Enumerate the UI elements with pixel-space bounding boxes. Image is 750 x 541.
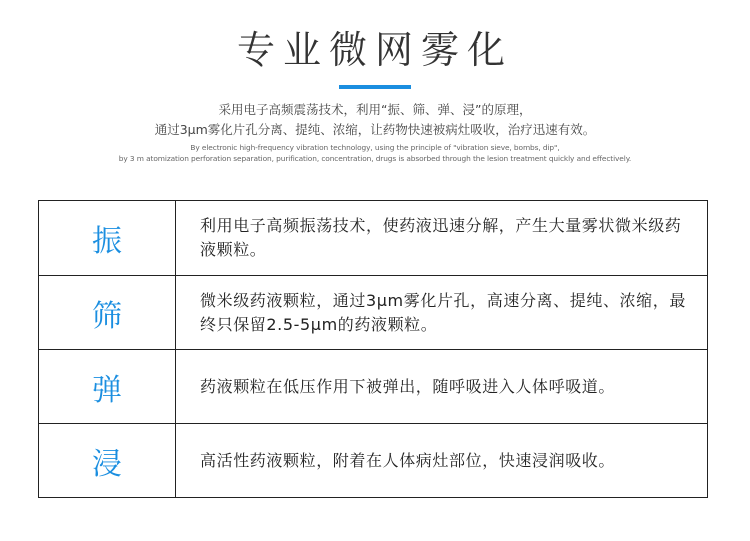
table-row-sieve [39, 276, 707, 350]
description-english [0, 142, 750, 164]
description-en-line-1: By electronic high-frequency vibration technology, using the principle of "vibration sieve, bombs, dip", [190, 143, 560, 152]
description-zh-line-1: 采用电子高频震荡技术，利用“振、筛、弹、浸”的原理， [218, 102, 532, 117]
description-chinese [0, 100, 750, 140]
principle-table [38, 200, 708, 498]
row-key: 弹 [39, 350, 176, 423]
page-title: 专业微网雾化 [236, 28, 513, 72]
description-zh-line-2: 通过3μm雾化片孔分离、提纯、浓缩，让药物快速被病灶吸收，治疗迅速有效。 [154, 122, 596, 137]
row-key: 振 [39, 201, 176, 275]
row-key: 浸 [39, 424, 176, 497]
table-row-vibrate [39, 201, 707, 276]
row-text: 利用电子高频振荡技术，使药液迅速分解，产生大量雾状微米级药液颗粒。 [200, 216, 682, 259]
row-key: 筛 [39, 276, 176, 349]
row-text: 药液颗粒在低压作用下被弹出，随呼吸进入人体呼吸道。 [200, 376, 616, 396]
table-row-eject [39, 350, 707, 424]
row-text: 高活性药液颗粒，附着在人体病灶部位，快速浸润吸收。 [200, 450, 616, 470]
table-row-immerse [39, 424, 707, 497]
description-en-line-2: by 3 m atomization perforation separation, purification, concentration, drugs is absorbed through the lesion treatment quickly and effectively. [118, 154, 632, 163]
row-text: 微米级药液颗粒，通过3μm雾化片孔，高速分离、提纯、浓缩，最终只保留2.5-5μm的药液颗粒。 [200, 290, 686, 334]
title-underline [339, 85, 411, 89]
